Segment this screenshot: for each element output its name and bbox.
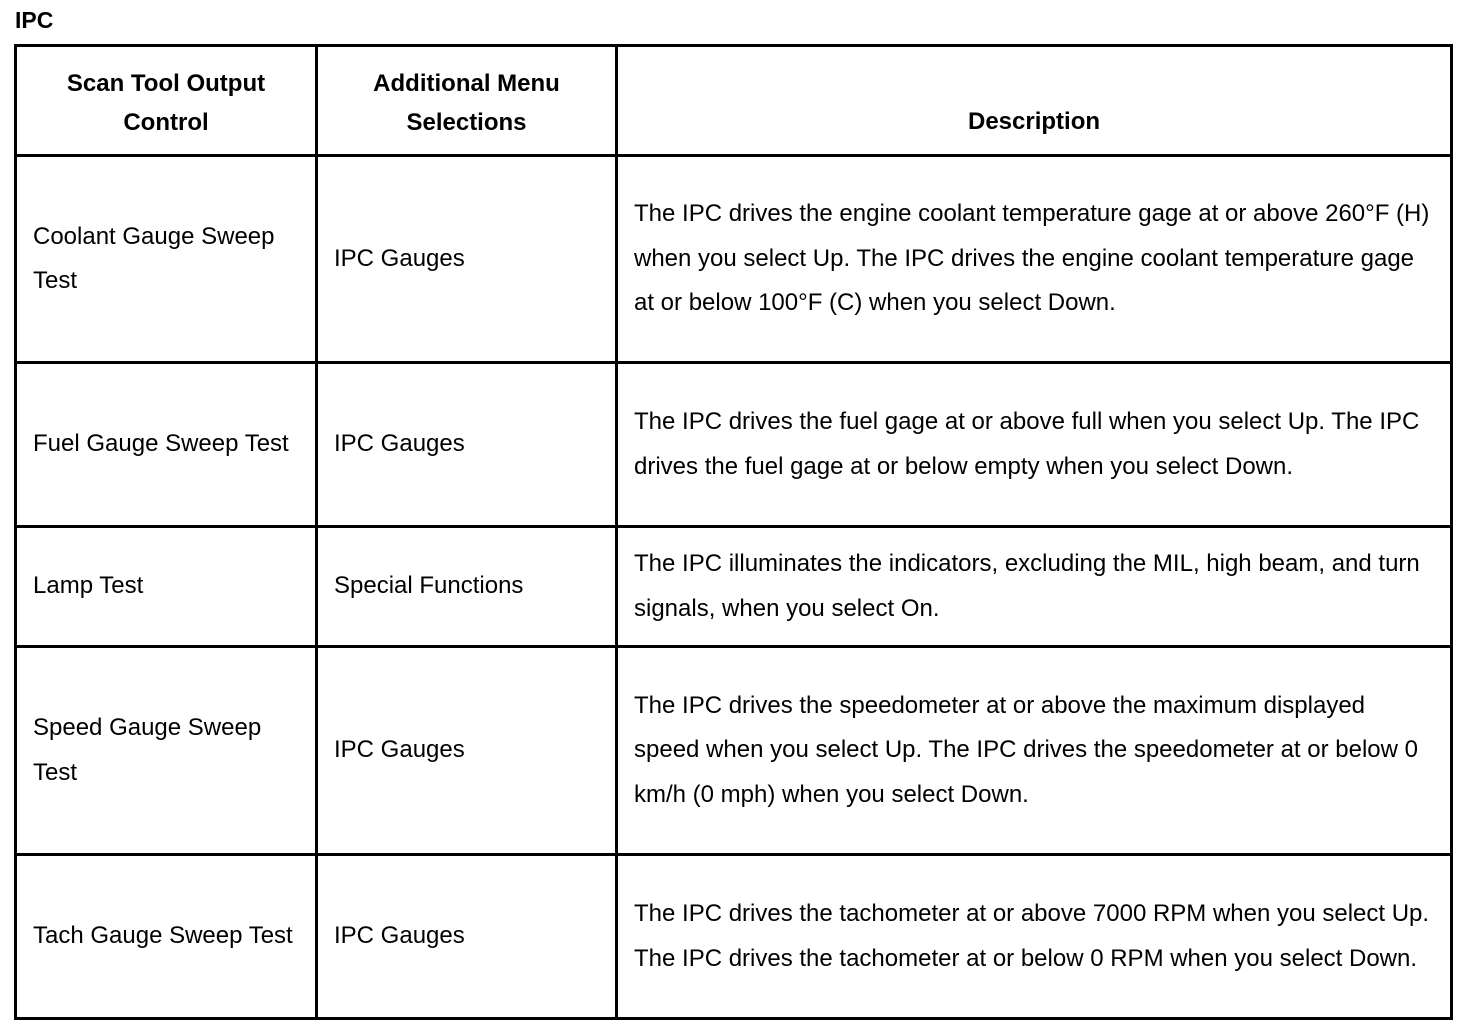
table-header-row bbox=[16, 46, 1452, 156]
section-title: IPC bbox=[15, 7, 54, 33]
output-control-cell: Coolant Gauge Sweep Test bbox=[16, 156, 317, 363]
menu-selection-cell: IPC Gauges bbox=[317, 647, 617, 855]
output-control-table bbox=[14, 44, 1453, 1020]
table-row bbox=[16, 855, 1452, 1019]
header-output-control: Scan Tool Output Control bbox=[16, 46, 317, 156]
description-cell: The IPC illuminates the indicators, excluding the MIL, high beam, and turn signals, when you select On. bbox=[617, 527, 1452, 647]
table-row bbox=[16, 527, 1452, 647]
description-cell: The IPC drives the fuel gage at or above full when you select Up. The IPC drives the fuel gage at or below empty when you select Down. bbox=[617, 363, 1452, 527]
description-cell: The IPC drives the engine coolant temperature gage at or above 260°F (H) when you select Up. The IPC drives the engine coolant temperature gage at or below 100°F (C) when you select Down. bbox=[617, 156, 1452, 363]
output-control-cell: Speed Gauge Sweep Test bbox=[16, 647, 317, 855]
description-cell: The IPC drives the speedometer at or above the maximum displayed speed when you select Up. The IPC drives the speedometer at or below 0 km/h (0 mph) when you select Down. bbox=[617, 647, 1452, 855]
table-row bbox=[16, 156, 1452, 363]
header-menu-selections: Additional Menu Selections bbox=[317, 46, 617, 156]
output-control-cell: Fuel Gauge Sweep Test bbox=[16, 363, 317, 527]
output-control-cell: Tach Gauge Sweep Test bbox=[16, 855, 317, 1019]
table-row bbox=[16, 363, 1452, 527]
menu-selection-cell: IPC Gauges bbox=[317, 363, 617, 527]
table-row bbox=[16, 647, 1452, 855]
description-cell: The IPC drives the tachometer at or above 7000 RPM when you select Up. The IPC drives the tachometer at or below 0 RPM when you select Down. bbox=[617, 855, 1452, 1019]
header-description: Description bbox=[617, 46, 1452, 156]
output-control-cell: Lamp Test bbox=[16, 527, 317, 647]
menu-selection-cell: IPC Gauges bbox=[317, 156, 617, 363]
menu-selection-cell: IPC Gauges bbox=[317, 855, 617, 1019]
menu-selection-cell: Special Functions bbox=[317, 527, 617, 647]
